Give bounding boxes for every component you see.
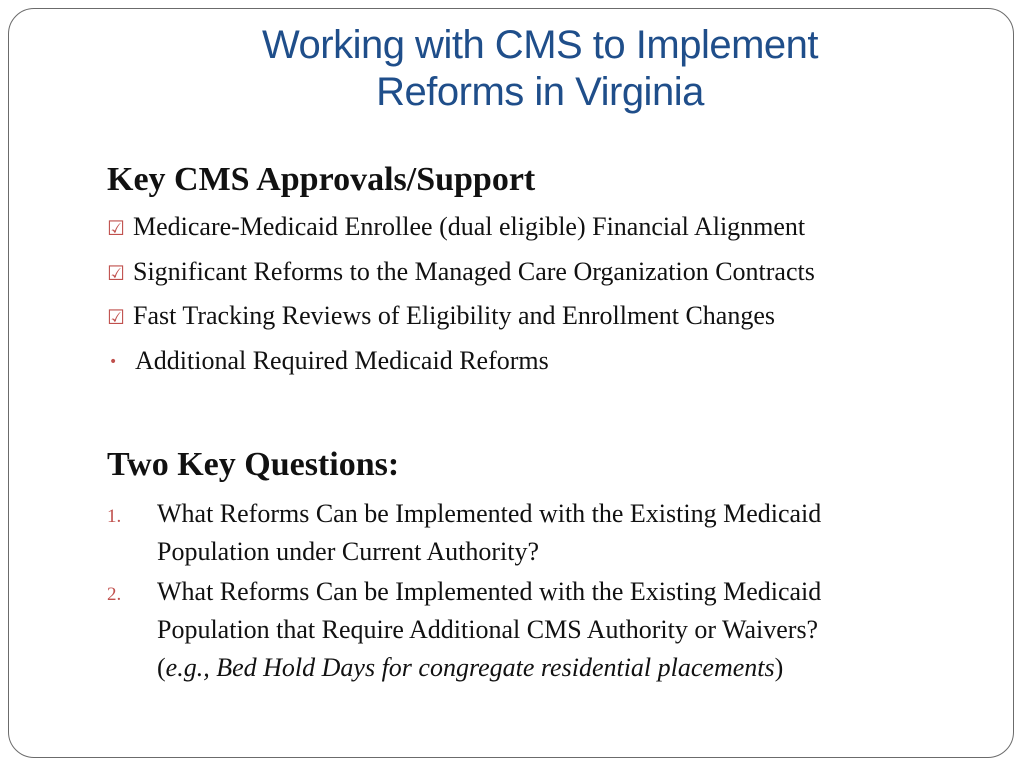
- question-text: [157, 573, 821, 687]
- section-heading-approvals: Key CMS Approvals/Support: [107, 161, 536, 198]
- list-item-text: Fast Tracking Reviews of Eligibility and Enrollment Changes: [133, 301, 776, 330]
- list-item-text: Significant Reforms to the Managed Care Organization Contracts: [133, 256, 815, 286]
- slide-title: [130, 22, 950, 116]
- question-number: 2.: [107, 584, 122, 605]
- list-item: [107, 344, 987, 382]
- checkbox-checked-icon: ☑: [107, 260, 125, 285]
- title-line-1: Working with CMS to Implement: [261, 23, 819, 67]
- section-heading-questions: Two Key Questions:: [107, 446, 400, 483]
- question-line: Population under Current Authority?: [157, 537, 540, 566]
- question-text: [157, 495, 821, 571]
- example-text: e.g., Bed Hold Days for congregate residential placements: [165, 653, 775, 682]
- question-number: 1.: [107, 506, 122, 527]
- question-item: [107, 573, 987, 687]
- question-line: What Reforms Can be Implemented with the Existing Medicaid: [157, 499, 822, 528]
- list-item: [107, 255, 987, 290]
- checkbox-checked-icon: ☑: [107, 305, 125, 329]
- paren-close: ): [774, 653, 784, 682]
- list-item: [107, 210, 987, 245]
- list-item: [107, 299, 987, 334]
- question-line-example: [157, 649, 821, 687]
- list-item-text: Medicare-Medicaid Enrollee (dual eligible) Financial Alignment: [133, 212, 806, 241]
- checkbox-checked-icon: ☑: [107, 216, 125, 240]
- question-line: What Reforms Can be Implemented with the Existing Medicaid: [157, 577, 822, 606]
- bullet-dot-icon: •: [109, 353, 118, 370]
- questions-list: [107, 495, 987, 687]
- slide-content: [107, 160, 987, 689]
- title-line-2: Reforms in Virginia: [376, 70, 704, 114]
- approvals-list: [107, 210, 987, 382]
- paren-open: (: [157, 653, 166, 682]
- question-line: Population that Require Additional CMS Authority or Waivers?: [157, 615, 819, 644]
- list-item-text: Additional Required Medicaid Reforms: [135, 345, 549, 375]
- question-item: [107, 495, 987, 571]
